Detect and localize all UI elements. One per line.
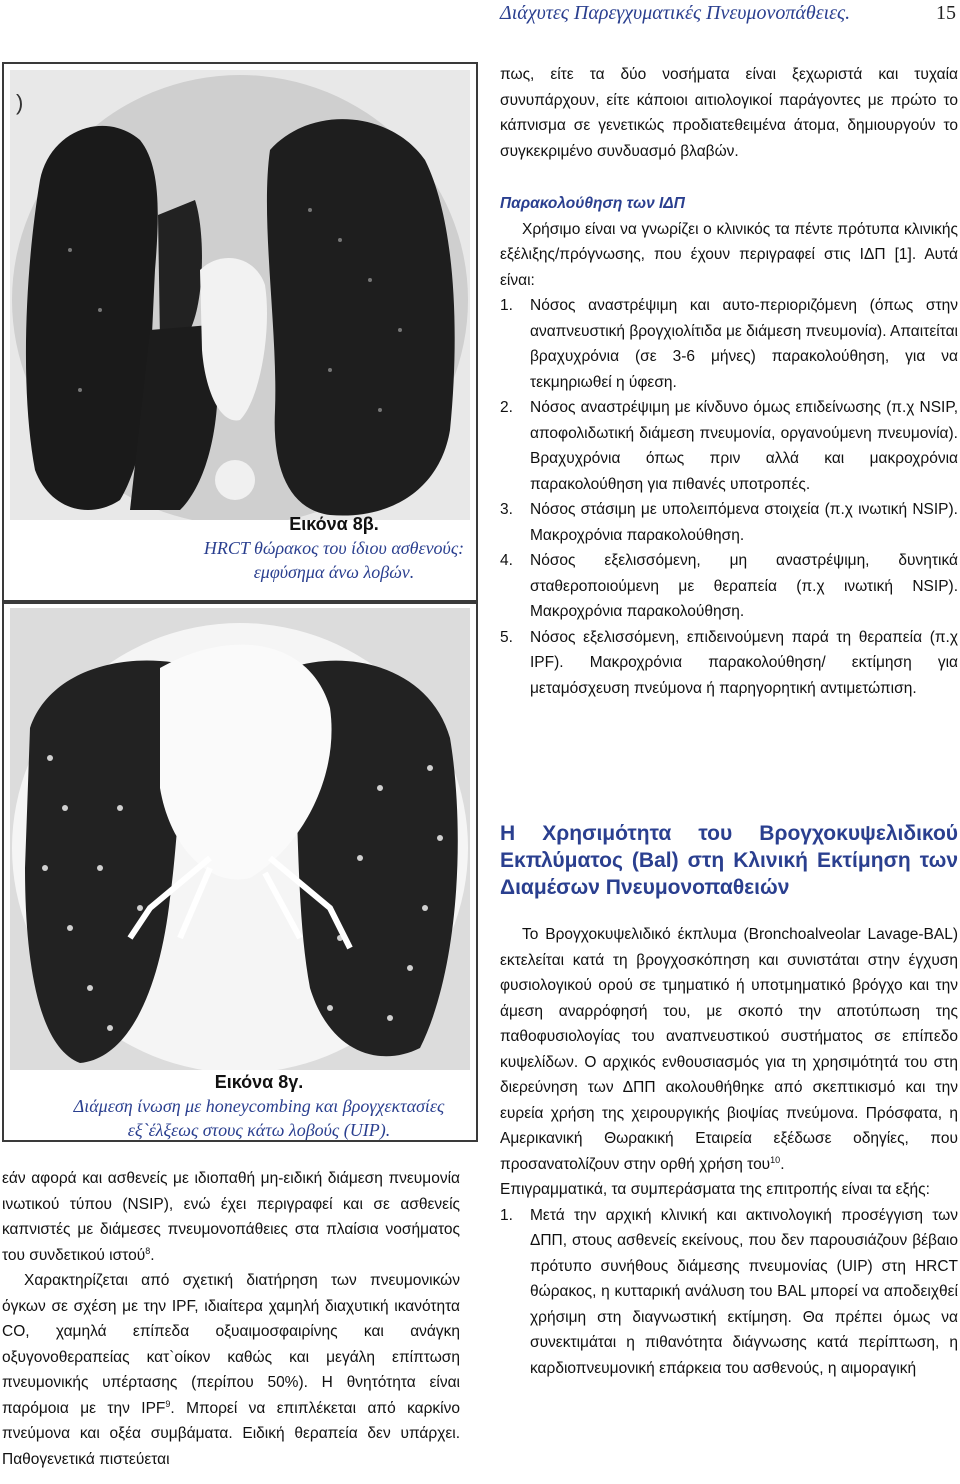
figure-8g-caption-text: Διάμεση ίνωση με honeycombing και βρογχεκτασίες εξ`έλξεως στους κάτω λοβούς (UIP). xyxy=(73,1096,445,1140)
monitoring-intro: Χρήσιμο είναι να γνωρίζει ο κλινικός τα πέντε πρότυπα κλινικής εξέλιξης/πρόγνωσης, που έχουν περιγραφεί στις ΙΔΠ [1]. Αυτά είναι: xyxy=(500,220,958,289)
figure-8b-caption xyxy=(194,512,474,584)
monitoring-list xyxy=(500,293,958,701)
list-item-number: 4. xyxy=(500,552,513,569)
list-item-number: 5. xyxy=(500,628,513,646)
right-paragraph-1: πως, είτε τα δύο νοσήματα είναι ξεχωριστά και τυχαία συνυπάρχουν, είτε κάποιοι αιτιολογικοί παράγοντες με πρώτο το κάπνισμα σε γενετικώς προδιατεθειμένα άτομα, δημιουργούν το συγκεκριμένο συνδυασμό βλαβών. xyxy=(500,66,958,160)
figure-8b-label: Εικόνα 8β. xyxy=(289,514,379,534)
list-item-number: 1. xyxy=(500,297,513,314)
subheading-monitoring: Παρακολούθηση των ΙΔΠ xyxy=(500,195,685,212)
bal-paragraph-1 xyxy=(500,922,958,1177)
left-column-text xyxy=(2,1166,460,1472)
ct-image-emphysema xyxy=(10,70,470,520)
list-item-text: Νόσος εξελισσόμενη, μη αναστρέψιμη, δυνητικά σταθεροποιούμενη με θεραπεία (π.χ ινωτική NSIP). Μακροχρόνια παρακολούθηση. xyxy=(530,552,958,620)
left-p2-text: Χαρακτηρίζεται από σχετική διατήρηση των πνευμονικών όγκων σε σχέση με την IPF, ιδιαίτερα χαμηλή διαχυτική ικανότητα CO, χαμηλά επίπεδα οξυαιμοσφαιρίνης και ανάγκη οξυγονοθεραπείας κατ`οίκον καθώς και μεγάλη επίπτωση πνευμονικής υπέρτασης (περίπου 50%). Η θνητότητα είναι παρόμοια με την IPF xyxy=(2,1272,460,1417)
figure-8b-caption-text: HRCT θώρακος του ίδιου ασθενούς: εμφύσημα άνω λοβών. xyxy=(203,538,465,582)
bal-p1-end: . xyxy=(780,1155,785,1173)
list-item-text: Νόσος στάσιμη με υπολειπόμενα στοιχεία (π.χ ινωτική NSIP). Μακροχρόνια παρακολούθηση. xyxy=(530,501,958,544)
bal-paragraph-2: Επιγραμματικά, τα συμπεράσματα της επιτροπής είναι τα εξής: xyxy=(500,1181,930,1198)
list-item xyxy=(500,497,958,548)
list-item-text: Νόσος αναστρέψιμη και αυτο-περιοριζόμενη (όπως στην αναπνευστική βρογχιολίτιδα με διάμεση πνευμονία). Απαιτείται βραχυχρόνια (σε 3-6 μήνες) παρακολούθηση, για να τεκμηριωθεί η ύφεση. xyxy=(530,297,958,391)
ref-9: 9 xyxy=(165,1398,171,1409)
bal-list xyxy=(500,1203,958,1382)
page-number: 15 xyxy=(936,2,956,24)
list-item-text: Μετά την αρχική κλινική και ακτινολογική προσέγγιση των ΔΠΠ, στους ασθενείς εκείνους, που δεν παρουσιάζουν βέβαιο πρότυπο συνήθους διάμεσης πνευμονίας (UIP) στη HRCT θώρακος, η κυτταρική ανάλυση του BAL μπορεί να αποδειχθεί χρήσιμη στη διαγνωστική εκτίμηση. Θα πρέπει όμως να συνεκτιμάται η πιθανότητα διάγνωσης κατά περίπτωση, η καρδιοπνευμονική επάρκεια του ασθενούς, η αιμοραγική xyxy=(530,1206,958,1377)
figure-8g xyxy=(2,602,478,1142)
figure-8g-caption xyxy=(44,1070,474,1142)
figure-8g-label: Εικόνα 8γ. xyxy=(214,1072,304,1092)
list-item xyxy=(500,548,958,625)
corner-mark: ) xyxy=(16,90,24,115)
left-paragraph-1 xyxy=(2,1166,460,1268)
list-item-number: 2. xyxy=(500,399,513,416)
left-paragraph-2 xyxy=(2,1268,460,1472)
list-item xyxy=(500,625,958,702)
left-p2-end: . Μπορεί να επιπλέκεται από καρκίνο πνεύμονα και οξέα συμβάματα. Ειδική θεραπεία δεν υπάρχει. Παθογενετικά πιστεύεται xyxy=(2,1399,460,1468)
ref-10: 10 xyxy=(770,1154,781,1165)
list-item-text: Νόσος αναστρέψιμη με κίνδυνο όμως επιδείνωσης (π.χ NSIP, αποφολιδωτική διάμεση πνευμονία, οργανούμενη πνευμονία). Βραχυχρόνια όπως πριν αλλά και μακροχρόνια παρακολούθηση για πιθανές υποτροπές. xyxy=(530,399,958,493)
section-heading: Η Χρησιμότητα του Βρογχοκυψελιδικού Εκπλύματος (Bal) στη Κλινική Εκτίμηση των Διαμέσων Πνευμονοπαθειών xyxy=(500,822,958,899)
left-p1-text: εάν αφορά και ασθενείς με ιδιοπαθή μη-ειδική διάμεση πνευμονία ινωτικού τύπου (NSIP), ενώ έχει περιγραφεί και σε ασθενείς καπνιστές με διάμεσες πνευμονοπάθειες στα πλαίσια νοσήματος του συνδετικού ιστού xyxy=(2,1170,460,1264)
list-item-number: 1. xyxy=(500,1206,513,1224)
right-column-top xyxy=(500,62,958,701)
bal-p1-text: Το Βρογχοκυψελιδικό έκπλυμα (Bronchoalveolar Lavage-BAL) εκτελείται κατά τη βρογχοσκόπηση και συνιστάται στην έγχυση φυσιολογικού ορού σε τμηματικό ή υποτμηματικό βρόγχο και την άμεση αναρρόφησή του, με σκοπό την αποτύπωση της παθοφυσιολογίας του αναπνευστικού συστήματος σε επίπεδο κυψελίδων. Ο αρχικός ενθουσιασμός για τη χρησιμότητά του στη διερεύνηση των ΔΠΠ ακολουθήθηκε από σκεπτικισμό και την ευρεία χρήση της χειρουργικής βιοψίας πνεύμονα. Πρόσφατα, η Αμερικανική Θωρακική Εταιρεία εξέδωσε οδηγίες, που προσανατολίζουν στην ορθή χρήση του xyxy=(500,926,958,1173)
list-item xyxy=(500,293,958,395)
left-p1-end: . xyxy=(150,1246,155,1264)
right-column-bottom xyxy=(500,922,958,1381)
list-item-text: Νόσος εξελισσόμενη, επιδεινούμενη παρά τη θεραπεία (π.χ IPF). Μακροχρόνια παρακολούθηση/ εκτίμηση για μεταμόσχευση πνεύμονα ή παρηγορητική αντιμετώπιση. xyxy=(530,628,958,697)
running-header xyxy=(0,0,960,30)
ref-8: 8 xyxy=(145,1245,151,1256)
header-title: Διάχυτες Παρεγχυματικές Πνευμονοπάθειες. xyxy=(500,2,851,24)
ct-image-uip xyxy=(10,608,470,1070)
list-item xyxy=(500,1203,958,1382)
figure-8b xyxy=(2,62,478,602)
list-item-number: 3. xyxy=(500,501,513,518)
list-item xyxy=(500,395,958,497)
